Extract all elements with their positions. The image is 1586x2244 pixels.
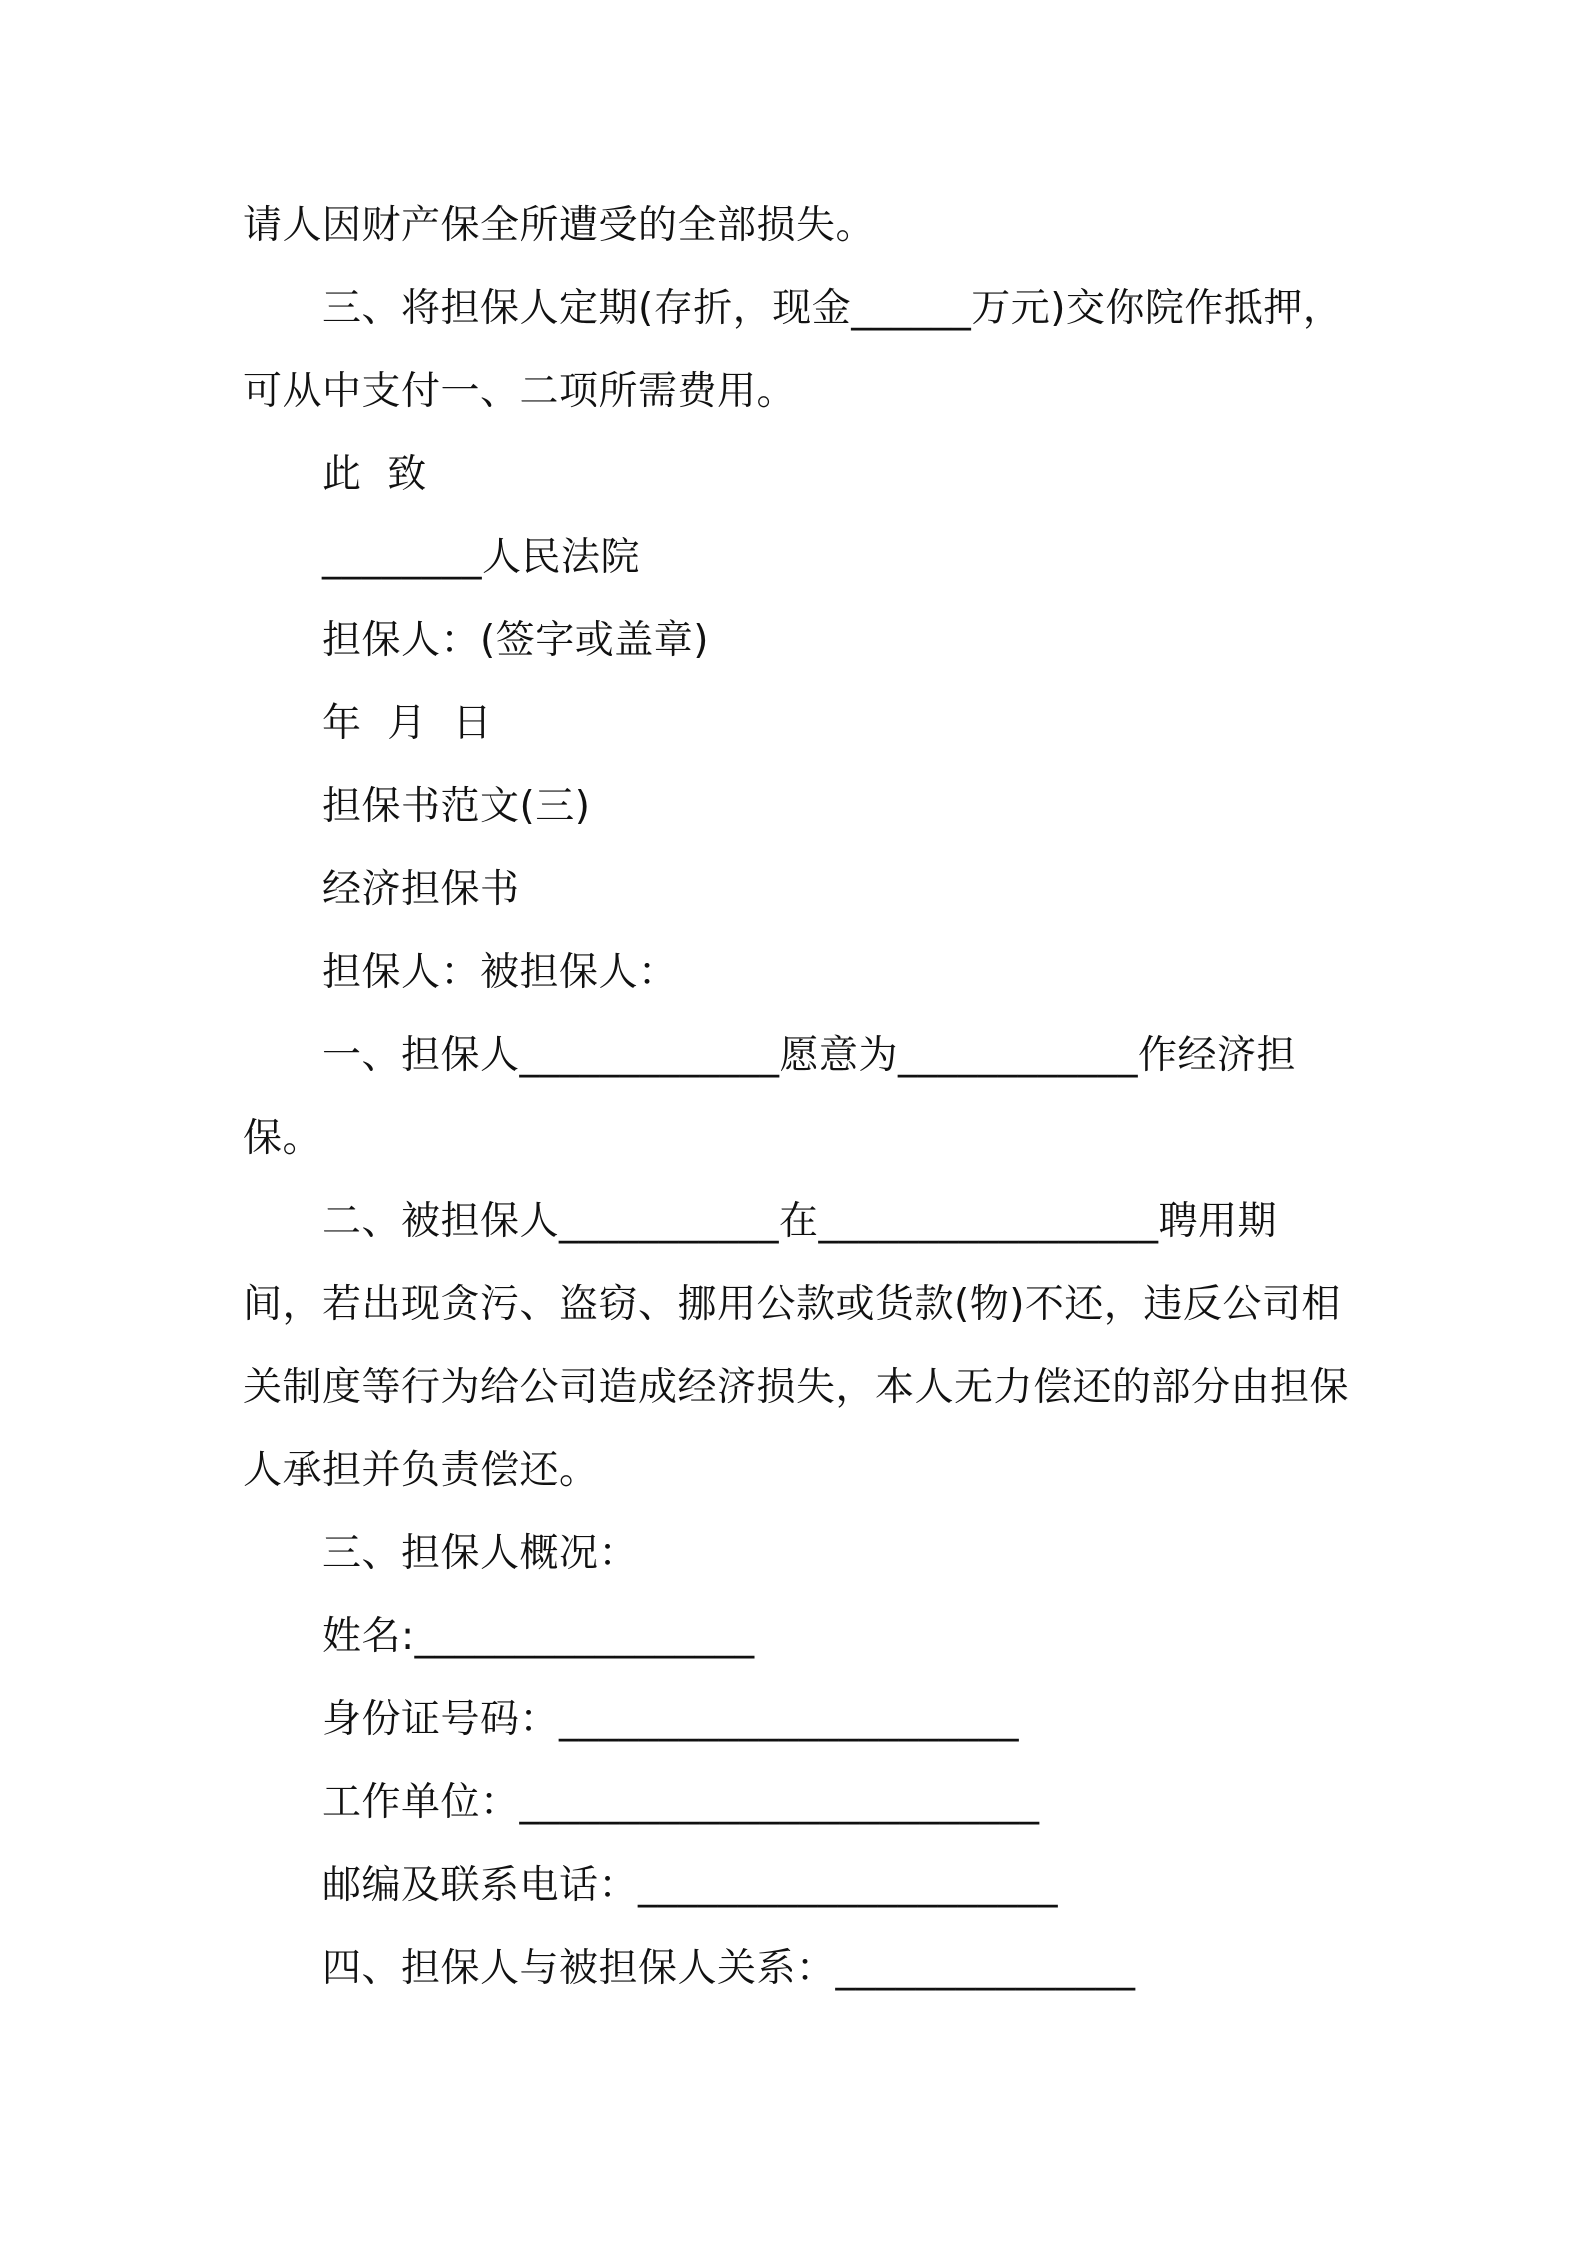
name-field-line: 姓名:_________________: [322, 1614, 755, 1659]
clause-two: 二、被担保人___________在_________________聘用期: [322, 1199, 1278, 1244]
document-page: [243, 184, 1353, 2010]
section-heading: 担保书范文(三): [322, 784, 591, 829]
text-line: 请人因财产保全所遭受的全部损失。: [243, 203, 876, 248]
id-number-field-line: 身份证号码：_______________________: [322, 1697, 1020, 1742]
text-line: 人承担并负责偿还。: [243, 1448, 599, 1493]
text-line: 关制度等行为给公司造成经济损失，本人无力偿还的部分由担保: [243, 1365, 1350, 1410]
document-title: 经济担保书: [322, 867, 520, 912]
text-line: 可从中支付一、二项所需费用。: [243, 369, 797, 414]
guarantor-signature-line: 担保人：(签字或盖章): [322, 618, 709, 663]
parties-line: 担保人：被担保人：: [322, 950, 678, 995]
text-line: 间，若出现贪污、盗窃、挪用公款或货款(物)不还，违反公司相: [243, 1282, 1341, 1327]
text-line: 保。: [243, 1116, 323, 1161]
text-line: 三、将担保人定期(存折，现金______万元)交你院作抵押，: [322, 286, 1343, 331]
clause-three-heading: 三、担保人概况：: [322, 1531, 639, 1576]
date-line: 年 月 日: [322, 701, 493, 746]
employer-field-line: 工作单位：__________________________: [322, 1780, 1040, 1825]
contact-field-line: 邮编及联系电话：_____________________: [322, 1863, 1059, 1908]
relationship-field-line: 四、担保人与被担保人关系：_______________: [322, 1946, 1136, 1991]
court-name-line: ________人民法院: [322, 535, 641, 580]
salutation: 此 致: [322, 452, 427, 497]
clause-one: 一、担保人_____________愿意为____________作经济担: [322, 1033, 1297, 1078]
